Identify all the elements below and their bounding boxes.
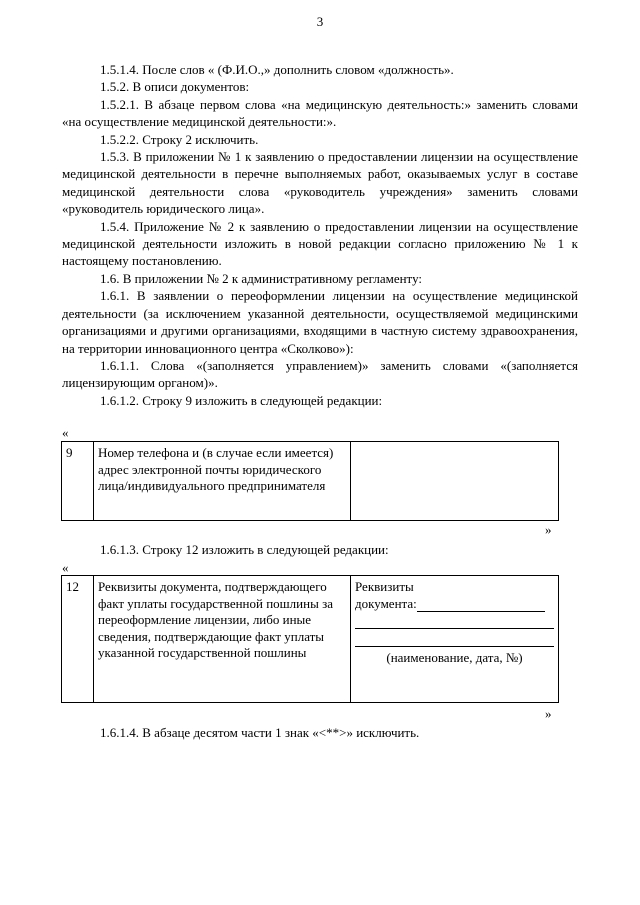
value-caption: (наименование, дата, №) [386, 650, 523, 666]
value-line-2 [355, 596, 554, 613]
table-row-12 [61, 575, 559, 703]
paragraph: 1.6.1. В заявлении о переоформлении лицензии на осуществление медицинской деятельности (за исключением указанной деятельности, осуществляемой медицинскими организациями и другими организациями, входящими в частную систему здравоохранения, на территории инновационного центра «Сколково»): [62, 288, 578, 356]
close-quote: » [545, 706, 552, 721]
paragraph: 1.5.3. В приложении № 1 к заявлению о предоставлении лицензии на осуществление медицинской деятельности в перечне выполняемых работ, оказываемых услуг в составе медицинской деятельности слова «руководитель учреждения» заменить словами «руководитель юридического лица». [62, 149, 578, 217]
close-quote: » [545, 522, 552, 537]
paragraph: 1.5.2.2. Строку 2 исключить. [100, 131, 259, 147]
table-row [62, 442, 559, 521]
paragraph: 1.6.1.2. Строку 9 изложить в следующей редакции: [100, 392, 383, 408]
row-value [351, 442, 559, 521]
body-text-top [62, 61, 578, 409]
row-number: 12 [62, 576, 94, 703]
paragraph: 1.5.4. Приложение № 2 к заявлению о предоставлении лицензии на осуществление медицинской деятельности изложить в новой редакции согласно приложению № 1 к настоящему постановлению. [62, 218, 578, 269]
paragraph: 1.5.1.4. После слов « (Ф.И.О.,» дополнить словом «должность». [100, 62, 454, 77]
open-quote: « [62, 425, 69, 440]
page-number: 3 [316, 14, 324, 29]
row-label: Реквизиты документа, подтверждающего факт уплаты государственной пошлины за переоформление лицензии, либо иные сведения, подтверждающие факт уплаты указанной государственной пошлины [94, 576, 351, 703]
paragraph: 1.5.2.1. В абзаце первом слова «на медицинскую деятельность:» заменить словами «на осуществление медицинской деятельности:». [62, 96, 578, 130]
row-label: Номер телефона и (в случае если имеется) адрес электронной почты юридического лица/индивидуального предпринимателя [94, 442, 351, 521]
paragraph: 1.6.1.4. В абзаце десятом части 1 знак «<**>» исключить. [100, 725, 420, 740]
table-row [62, 576, 559, 703]
value-line-1: Реквизиты [355, 579, 414, 594]
body-text-bottom [62, 724, 578, 741]
paragraph: 1.6. В приложении № 2 к административному регламенту: [100, 270, 423, 286]
blank-line [417, 597, 545, 612]
row-value [351, 576, 559, 703]
body-text-mid [62, 541, 578, 558]
paragraph: 1.6.1.1. Слова «(заполняется управлением)» заменить словами «(заполняется лицензирующим органом)». [62, 357, 578, 391]
blank-line [355, 614, 554, 629]
paragraph: 1.5.2. В описи документов: [100, 79, 250, 95]
open-quote: « [62, 560, 69, 575]
blank-line [355, 632, 554, 647]
value-label: документа: [355, 595, 417, 611]
paragraph: 1.6.1.3. Строку 12 изложить в следующей редакции: [100, 542, 389, 557]
row-number: 9 [62, 442, 94, 521]
table-row-9 [61, 441, 559, 521]
